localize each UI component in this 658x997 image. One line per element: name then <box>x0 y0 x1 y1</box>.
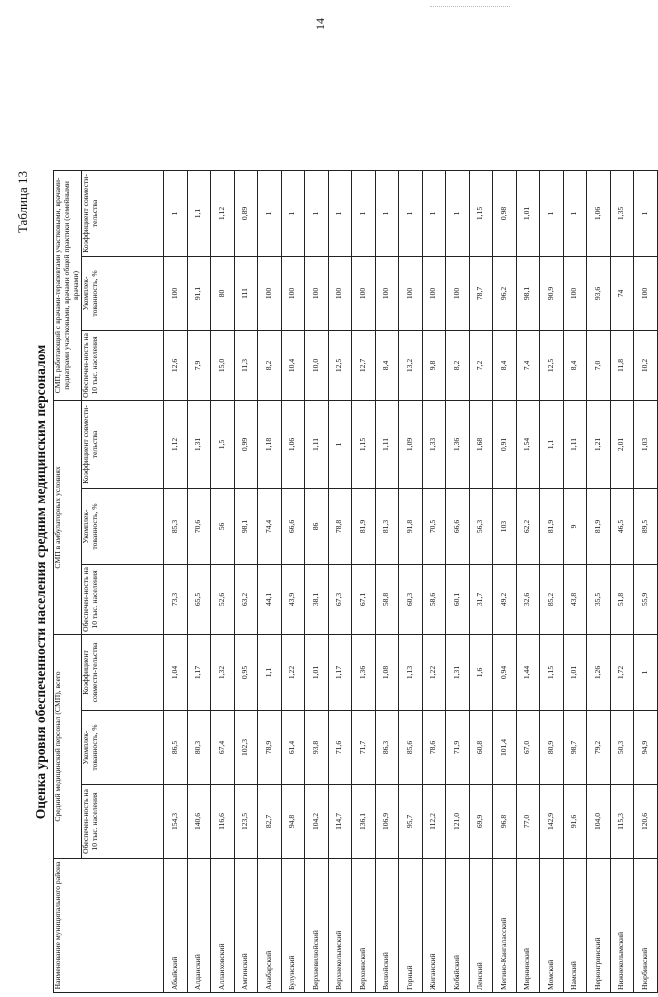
value-cell: 96,2 <box>493 256 517 330</box>
value-cell: 136,1 <box>352 785 376 859</box>
value-cell: 100 <box>634 256 658 330</box>
value-cell: 100 <box>563 256 587 330</box>
table-row <box>469 170 493 992</box>
value-cell: 102,3 <box>234 711 258 785</box>
value-cell: 49,2 <box>493 564 517 634</box>
region-name-cell: Нюрбинский <box>634 859 658 993</box>
value-cell: 12,5 <box>328 330 352 400</box>
value-cell: 1 <box>258 170 282 256</box>
value-cell: 78,6 <box>422 711 446 785</box>
table-row <box>446 170 470 992</box>
value-cell: 86,3 <box>375 711 399 785</box>
value-cell: 142,9 <box>540 785 564 859</box>
value-cell: 67,0 <box>516 711 540 785</box>
value-cell: 63,2 <box>234 564 258 634</box>
value-cell: 94,8 <box>281 785 305 859</box>
table-row <box>563 170 587 992</box>
value-cell: 1,08 <box>375 634 399 710</box>
value-cell: 1 <box>634 634 658 710</box>
value-cell: 13,2 <box>399 330 423 400</box>
value-cell: 10,4 <box>281 330 305 400</box>
value-cell: 12,6 <box>164 330 188 400</box>
value-cell: 73,3 <box>164 564 188 634</box>
header-coef: Коэффициент совмести-тельства <box>82 634 164 710</box>
table-row <box>211 170 235 992</box>
value-cell: 1,1 <box>258 634 282 710</box>
value-cell: 106,9 <box>375 785 399 859</box>
value-cell: 1,44 <box>516 634 540 710</box>
value-cell: 1,1 <box>540 400 564 488</box>
value-cell: 10,2 <box>634 330 658 400</box>
region-name-cell: Вилюйский <box>375 859 399 993</box>
value-cell: 67,1 <box>352 564 376 634</box>
table-row <box>493 170 517 992</box>
value-cell: 11,3 <box>234 330 258 400</box>
value-cell: 80 <box>211 256 235 330</box>
value-cell: 56 <box>211 488 235 564</box>
value-cell: 1,17 <box>328 634 352 710</box>
header-provision: Обеспечен-ность на 10 тыс. населения <box>82 564 164 634</box>
value-cell: 100 <box>399 256 423 330</box>
value-cell: 95,7 <box>399 785 423 859</box>
region-name-cell: Аллаиховский <box>211 859 235 993</box>
value-cell: 1,17 <box>187 634 211 710</box>
value-cell: 100 <box>352 256 376 330</box>
value-cell: 8,2 <box>446 330 470 400</box>
region-name-cell: Момский <box>540 859 564 993</box>
value-cell: 35,5 <box>587 564 611 634</box>
value-cell: 80,3 <box>187 711 211 785</box>
value-cell: 98,7 <box>563 711 587 785</box>
value-cell: 1,11 <box>305 400 329 488</box>
value-cell: 98,1 <box>234 488 258 564</box>
table-row <box>587 170 611 992</box>
value-cell: 15,0 <box>211 330 235 400</box>
table-row <box>258 170 282 992</box>
value-cell: 91,6 <box>563 785 587 859</box>
region-name-cell: Мегино-Кангаласский <box>493 859 517 993</box>
value-cell: 104,2 <box>305 785 329 859</box>
table-row <box>352 170 376 992</box>
value-cell: 70,6 <box>187 488 211 564</box>
value-cell: 1 <box>563 170 587 256</box>
value-cell: 0,91 <box>493 400 517 488</box>
value-cell: 104,0 <box>587 785 611 859</box>
table-row <box>516 170 540 992</box>
value-cell: 1,06 <box>587 170 611 256</box>
value-cell: 12,5 <box>540 330 564 400</box>
value-cell: 67,3 <box>328 564 352 634</box>
value-cell: 1,03 <box>634 400 658 488</box>
header-coef: Коэффициент совмести-тельства <box>82 400 164 488</box>
value-cell: 1,15 <box>352 400 376 488</box>
value-cell: 112,2 <box>422 785 446 859</box>
staffing-table <box>53 170 658 993</box>
value-cell: 61,4 <box>281 711 305 785</box>
value-cell: 1,15 <box>540 634 564 710</box>
value-cell: 81,9 <box>352 488 376 564</box>
value-cell: 1,12 <box>164 400 188 488</box>
value-cell: 66,6 <box>281 488 305 564</box>
value-cell: 1,22 <box>281 634 305 710</box>
header-group-gp: СМП, работающий с врачами-терапевтами участковыми, врачами-педиатрами участковыми, врачами общей практики (семейными врачами) <box>54 170 82 400</box>
value-cell: 91,1 <box>187 256 211 330</box>
value-cell: 1,04 <box>164 634 188 710</box>
value-cell: 85,2 <box>540 564 564 634</box>
value-cell: 1,72 <box>610 634 634 710</box>
region-name-cell: Абыйский <box>164 859 188 993</box>
value-cell: 1,36 <box>352 634 376 710</box>
scan-marks <box>430 6 510 11</box>
value-cell: 1 <box>164 170 188 256</box>
value-cell: 2,01 <box>610 400 634 488</box>
value-cell: 100 <box>446 256 470 330</box>
page-number: 14 <box>313 18 327 30</box>
region-name-cell: Верхоянский <box>352 859 376 993</box>
value-cell: 31,7 <box>469 564 493 634</box>
region-name-cell: Верхневилюйский <box>305 859 329 993</box>
value-cell: 89,5 <box>634 488 658 564</box>
value-cell: 74,4 <box>258 488 282 564</box>
value-cell: 115,3 <box>610 785 634 859</box>
value-cell: 154,3 <box>164 785 188 859</box>
value-cell: 78,9 <box>258 711 282 785</box>
value-cell: 81,9 <box>587 488 611 564</box>
value-cell: 1,18 <box>258 400 282 488</box>
value-cell: 9 <box>563 488 587 564</box>
value-cell: 1,06 <box>281 400 305 488</box>
table-body <box>164 170 658 992</box>
value-cell: 52,6 <box>211 564 235 634</box>
value-cell: 1,01 <box>305 634 329 710</box>
value-cell: 93,6 <box>587 256 611 330</box>
value-cell: 85,6 <box>399 711 423 785</box>
value-cell: 1,01 <box>563 634 587 710</box>
value-cell: 7,2 <box>469 330 493 400</box>
table-title: Оценка уровня обеспеченности населения средним медицинским персоналом <box>33 344 48 820</box>
region-name-cell: Верхнеколымский <box>328 859 352 993</box>
value-cell: 9,8 <box>422 330 446 400</box>
value-cell: 7,4 <box>516 330 540 400</box>
value-cell: 78,7 <box>469 256 493 330</box>
value-cell: 71,9 <box>446 711 470 785</box>
value-cell: 1,1 <box>187 170 211 256</box>
value-cell: 67,4 <box>211 711 235 785</box>
value-cell: 100 <box>305 256 329 330</box>
value-cell: 66,6 <box>446 488 470 564</box>
value-cell: 1,09 <box>399 400 423 488</box>
value-cell: 1 <box>305 170 329 256</box>
value-cell: 1 <box>281 170 305 256</box>
header-staffing: Укомплек-тованность, % <box>82 488 164 564</box>
value-cell: 1,6 <box>469 634 493 710</box>
table-row <box>399 170 423 992</box>
value-cell: 79,2 <box>587 711 611 785</box>
value-cell: 56,3 <box>469 488 493 564</box>
value-cell: 8,4 <box>375 330 399 400</box>
region-name-cell: Жиганский <box>422 859 446 993</box>
value-cell: 100 <box>328 256 352 330</box>
value-cell: 51,8 <box>610 564 634 634</box>
value-cell: 94,9 <box>634 711 658 785</box>
region-name-cell: Мирнинский <box>516 859 540 993</box>
value-cell: 77,0 <box>516 785 540 859</box>
header-group-ambulatory: СМП в амбулаторных условиях <box>54 400 82 634</box>
value-cell: 46,5 <box>610 488 634 564</box>
table-row <box>234 170 258 992</box>
value-cell: 90,9 <box>540 256 564 330</box>
region-name-cell: Амгинский <box>234 859 258 993</box>
table-row <box>164 170 188 992</box>
value-cell: 8,4 <box>493 330 517 400</box>
value-cell: 85,3 <box>164 488 188 564</box>
header-group-all: Средний медицинский персонал (СМП), всего <box>54 634 82 858</box>
value-cell: 1,33 <box>422 400 446 488</box>
table-row <box>634 170 658 992</box>
value-cell: 81,9 <box>540 488 564 564</box>
value-cell: 100 <box>164 256 188 330</box>
value-cell: 100 <box>375 256 399 330</box>
value-cell: 96,8 <box>493 785 517 859</box>
value-cell: 123,5 <box>234 785 258 859</box>
region-name-cell: Нижнеколымский <box>610 859 634 993</box>
value-cell: 65,5 <box>187 564 211 634</box>
value-cell: 1,26 <box>587 634 611 710</box>
value-cell: 0,99 <box>234 400 258 488</box>
value-cell: 91,8 <box>399 488 423 564</box>
value-cell: 71,6 <box>328 711 352 785</box>
region-name-cell: Горный <box>399 859 423 993</box>
value-cell: 71,7 <box>352 711 376 785</box>
table-row <box>375 170 399 992</box>
value-cell: 0,98 <box>493 170 517 256</box>
table-row <box>422 170 446 992</box>
value-cell: 10,0 <box>305 330 329 400</box>
region-name-cell: Кобяйский <box>446 859 470 993</box>
value-cell: 114,7 <box>328 785 352 859</box>
value-cell: 60,8 <box>469 711 493 785</box>
table-row <box>305 170 329 992</box>
region-name-cell: Алданский <box>187 859 211 993</box>
value-cell: 43,9 <box>281 564 305 634</box>
value-cell: 0,95 <box>234 634 258 710</box>
value-cell: 1 <box>352 170 376 256</box>
value-cell: 62,2 <box>516 488 540 564</box>
header-region: Наименование муниципального района <box>54 859 164 993</box>
value-cell: 58,6 <box>422 564 446 634</box>
value-cell: 120,6 <box>634 785 658 859</box>
value-cell: 1 <box>540 170 564 256</box>
value-cell: 1,22 <box>422 634 446 710</box>
value-cell: 0,94 <box>493 634 517 710</box>
value-cell: 60,3 <box>399 564 423 634</box>
value-cell: 100 <box>258 256 282 330</box>
region-name-cell: Ленский <box>469 859 493 993</box>
value-cell: 1,12 <box>211 170 235 256</box>
value-cell: 1 <box>446 170 470 256</box>
value-cell: 1 <box>634 170 658 256</box>
region-name-cell: Анабарский <box>258 859 282 993</box>
header-provision: Обеспечен-ность на 10 тыс. населения <box>82 785 164 859</box>
region-name-cell: Нерюнгринский <box>587 859 611 993</box>
value-cell: 55,9 <box>634 564 658 634</box>
value-cell: 100 <box>422 256 446 330</box>
value-cell: 8,4 <box>563 330 587 400</box>
value-cell: 74 <box>610 256 634 330</box>
rotated-page-content <box>15 167 649 997</box>
value-cell: 86,5 <box>164 711 188 785</box>
value-cell: 1 <box>399 170 423 256</box>
value-cell: 1,5 <box>211 400 235 488</box>
table-row <box>187 170 211 992</box>
value-cell: 1,21 <box>587 400 611 488</box>
header-staffing: Укомплек-тованность, % <box>82 256 164 330</box>
value-cell: 1 <box>328 170 352 256</box>
value-cell: 100 <box>281 256 305 330</box>
header-row-groups <box>54 170 82 992</box>
value-cell: 70,5 <box>422 488 446 564</box>
value-cell: 8,2 <box>258 330 282 400</box>
value-cell: 81,3 <box>375 488 399 564</box>
table-row <box>281 170 305 992</box>
header-provision: Обеспечен-ность на 10 тыс. населения <box>82 330 164 400</box>
table-label: Таблица 13 <box>15 171 30 234</box>
value-cell: 1 <box>328 400 352 488</box>
table-row <box>540 170 564 992</box>
value-cell: 98,1 <box>516 256 540 330</box>
value-cell: 1,11 <box>563 400 587 488</box>
value-cell: 1,35 <box>610 170 634 256</box>
value-cell: 101,4 <box>493 711 517 785</box>
value-cell: 103 <box>493 488 517 564</box>
value-cell: 1,15 <box>469 170 493 256</box>
table-row <box>328 170 352 992</box>
value-cell: 0,89 <box>234 170 258 256</box>
value-cell: 116,6 <box>211 785 235 859</box>
value-cell: 111 <box>234 256 258 330</box>
value-cell: 1,68 <box>469 400 493 488</box>
header-staffing: Укомплек-тованность, % <box>82 711 164 785</box>
value-cell: 11,8 <box>610 330 634 400</box>
value-cell: 1,11 <box>375 400 399 488</box>
region-name-cell: Булунский <box>281 859 305 993</box>
value-cell: 93,8 <box>305 711 329 785</box>
value-cell: 1,32 <box>211 634 235 710</box>
value-cell: 78,8 <box>328 488 352 564</box>
value-cell: 7,0 <box>587 330 611 400</box>
value-cell: 60,1 <box>446 564 470 634</box>
region-name-cell: Намский <box>563 859 587 993</box>
value-cell: 7,9 <box>187 330 211 400</box>
value-cell: 1,31 <box>187 400 211 488</box>
value-cell: 1 <box>375 170 399 256</box>
value-cell: 1,54 <box>516 400 540 488</box>
value-cell: 1,01 <box>516 170 540 256</box>
value-cell: 12,7 <box>352 330 376 400</box>
header-coef: Коэффициент совмести-тельства <box>82 170 164 256</box>
value-cell: 1,31 <box>446 634 470 710</box>
value-cell: 58,8 <box>375 564 399 634</box>
table-row <box>610 170 634 992</box>
value-cell: 140,6 <box>187 785 211 859</box>
value-cell: 82,7 <box>258 785 282 859</box>
value-cell: 38,1 <box>305 564 329 634</box>
value-cell: 44,1 <box>258 564 282 634</box>
value-cell: 1,36 <box>446 400 470 488</box>
value-cell: 80,9 <box>540 711 564 785</box>
value-cell: 50,3 <box>610 711 634 785</box>
value-cell: 121,0 <box>446 785 470 859</box>
value-cell: 69,9 <box>469 785 493 859</box>
value-cell: 1 <box>422 170 446 256</box>
value-cell: 1,13 <box>399 634 423 710</box>
value-cell: 32,6 <box>516 564 540 634</box>
value-cell: 43,8 <box>563 564 587 634</box>
value-cell: 86 <box>305 488 329 564</box>
